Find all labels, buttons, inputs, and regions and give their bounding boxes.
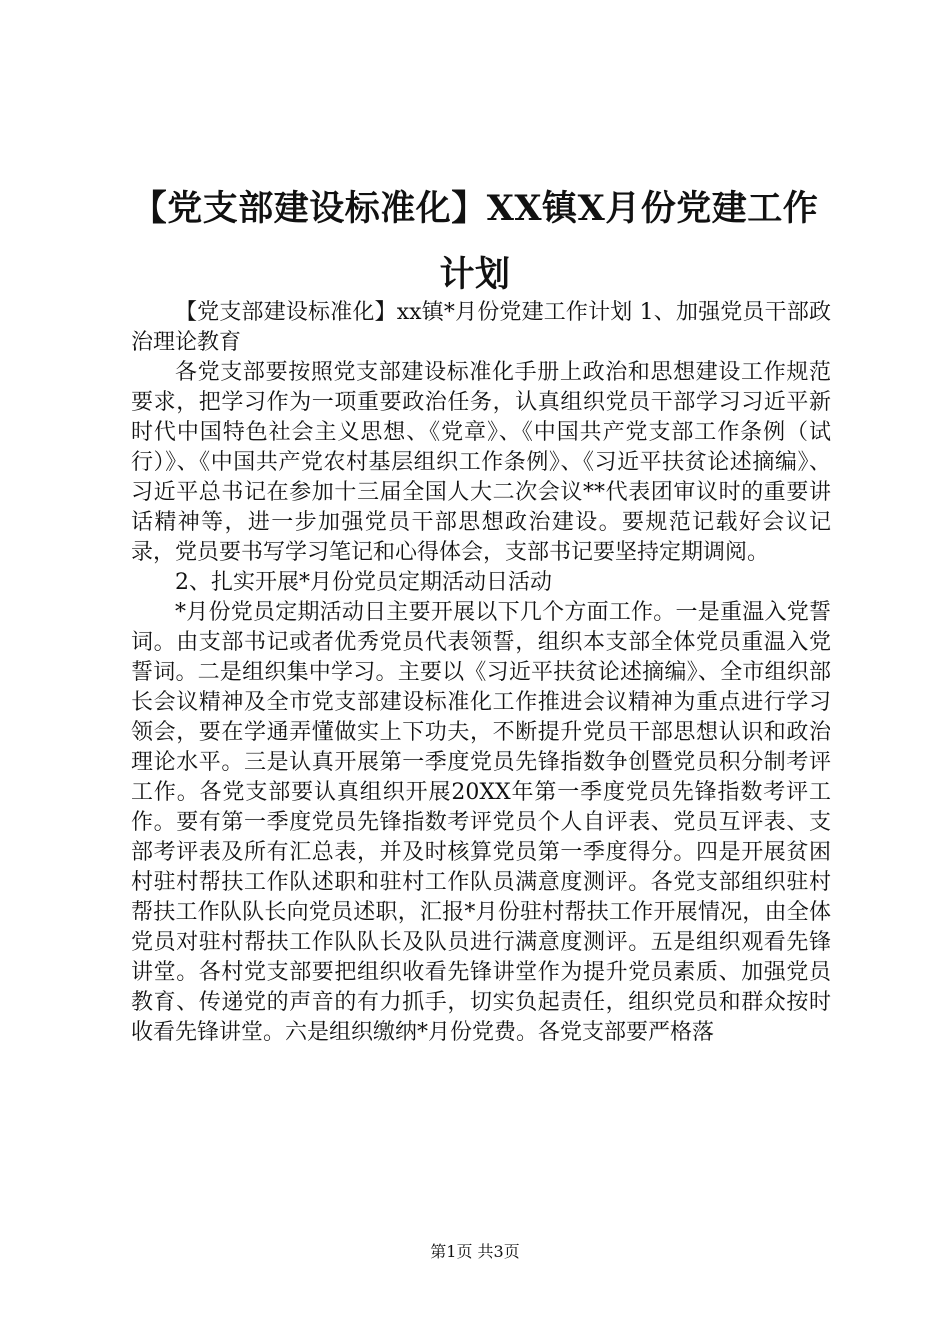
paragraph-study-requirements: 各党支部要按照党支部建设标准化手册上政治和思想建设工作规范要求，把学习作为一项重要政治任务，认真组织党员干部学习习近平新时代中国特色社会主义思想、《党章》、《中国共产党支部工作条例（试行）》、《中国共产党农村基层组织工作条例》、《习近平扶贫论述摘编》、习近平总书记在参加十三届全国人大二次会议**代表团审议时的重要讲话精神等，进一步加强党员干部思想政治建设。要规范记载好会议记录，党员要书写学习笔记和心得体会，支部书记要坚持定期调阅。: [131, 360, 831, 565]
paragraph-activity-day: *月份党员定期活动日主要开展以下几个方面工作。一是重温入党誓词。由支部书记或者优秀党员代表领誓，组织本支部全体党员重温入党誓词。二是组织集中学习。主要以《习近平扶贫论述摘编》、全市组织部长会议精神及全市党支部建设标准化工作推进会议精神为重点进行学习领会，要在学通弄懂做实上下功夫，不断提升党员干部思想认识和政治理论水平。三是认真开展第一季度党员先锋指数争创暨党员积分制考评工作。各党支部要认真组织开展20XX年第一季度党员先锋指数考评工作。要有第一季度党员先锋指数考评党员个人自评表、党员互评表、支部考评表及所有汇总表，并及时核算党员第一季度得分。四是开展贫困村驻村帮扶工作队述职和驻村工作队员满意度测评。各党支部组织驻村帮扶工作队队长向党员述职，汇报*月份驻村帮扶工作开展情况，由全体党员对驻村帮扶工作队队长及队员进行满意度测评。五是组织观看先锋讲堂。各村党支部要把组织收看先锋讲堂作为提升党员素质、加强党员教育、传递党的声音的有力抓手，切实负起责任，组织党员和群众按时收看先锋讲堂。六是组织缴纳*月份党费。各党支部要严格落: [131, 600, 831, 1045]
paragraph-section-heading: 2、扎实开展*月份党员定期活动日活动: [175, 570, 552, 595]
document-body: [131, 298, 831, 1048]
page-number-footer: 第1页 共3页: [430, 1242, 520, 1261]
document-title: 【党支部建设标准化】XX镇X月份党建工作计划: [131, 188, 819, 295]
paragraph-intro: 【党支部建设标准化】xx镇*月份党建工作计划 1、加强党员干部政治理论教育: [131, 300, 831, 355]
